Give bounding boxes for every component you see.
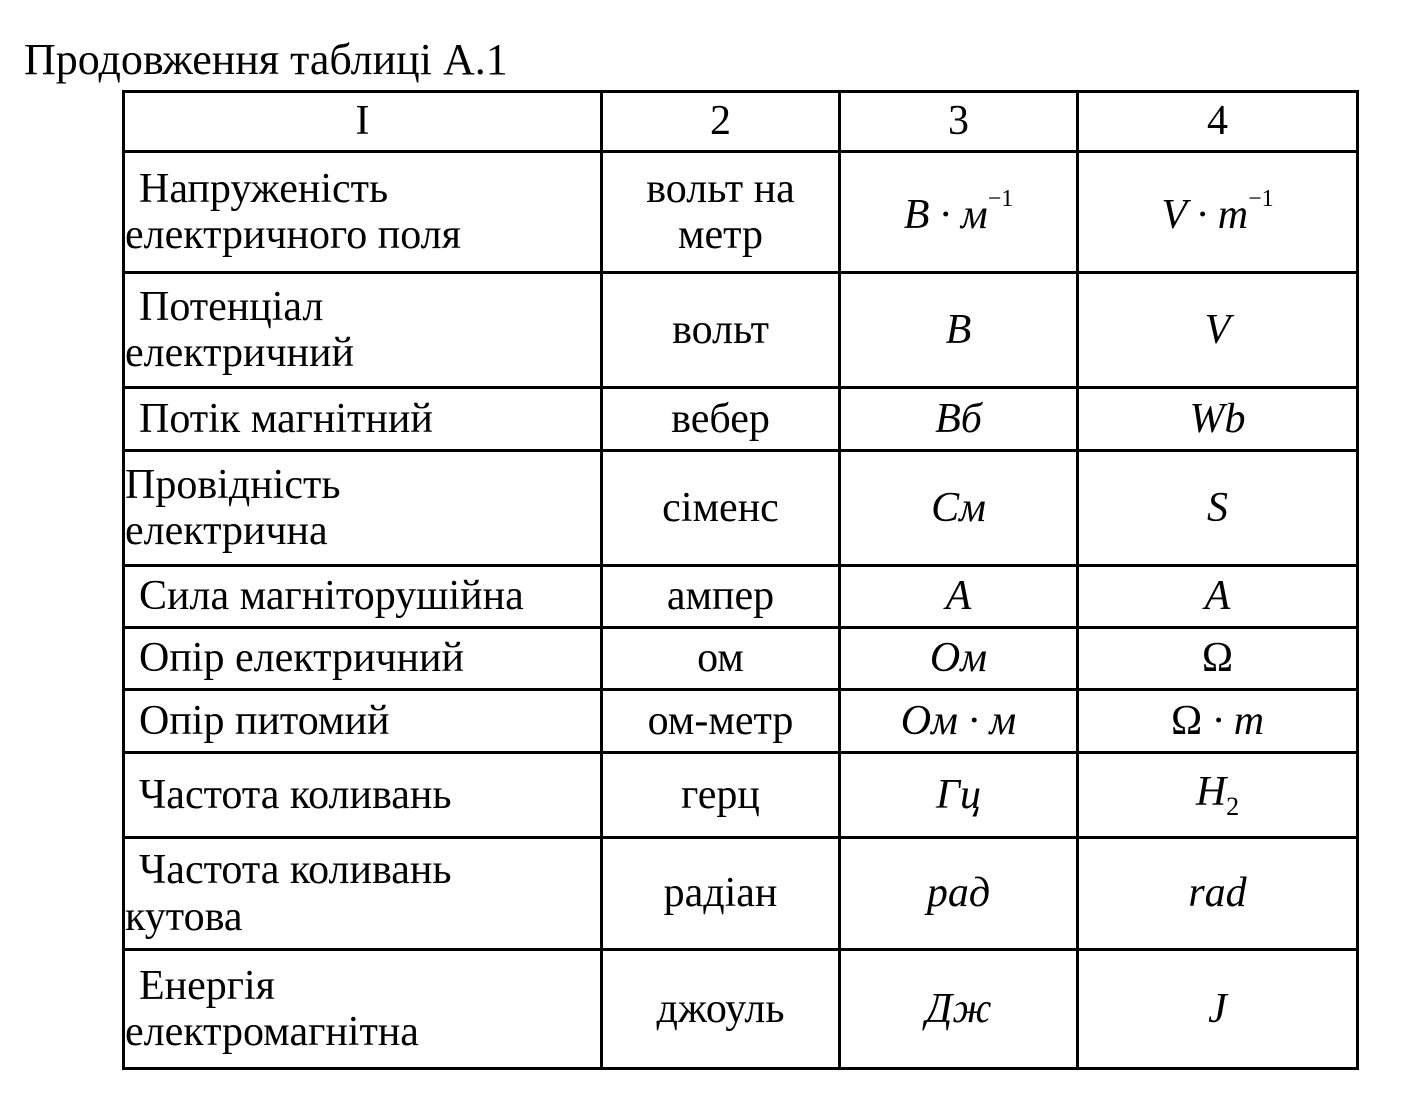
unit-name: герц — [602, 753, 840, 838]
quantity-name — [124, 838, 602, 950]
unit-name — [602, 152, 840, 273]
symbol-text: Ω — [1201, 635, 1234, 682]
symbol-international: V — [1078, 273, 1358, 388]
symbol-ukrainian: Ом — [840, 628, 1078, 690]
symbol-text: V · m — [1161, 191, 1249, 238]
table-row — [124, 838, 1358, 950]
symbol-text: · m — [1202, 697, 1265, 744]
quantity-name — [124, 690, 602, 753]
unit-name: сіменс — [602, 451, 840, 566]
table-row — [124, 388, 1358, 451]
symbol-international: A — [1078, 566, 1358, 628]
symbol-ukrainian: рад — [840, 838, 1078, 950]
symbol-international — [1078, 690, 1358, 753]
table-row — [124, 950, 1358, 1069]
unit-name-line: вольт на — [646, 165, 795, 212]
quantity-name — [124, 388, 602, 451]
table-row — [124, 451, 1358, 566]
table-row — [124, 753, 1358, 838]
quantity-name — [124, 273, 602, 388]
quantity-name — [124, 451, 602, 566]
symbol-international: rad — [1078, 838, 1358, 950]
symbol-ukrainian: Ом · м — [840, 690, 1078, 753]
symbol-ukrainian: Гц — [840, 753, 1078, 838]
units-table — [122, 90, 1359, 1070]
symbol-text: Ω — [1170, 697, 1203, 744]
symbol-international — [1078, 152, 1358, 273]
quantity-name-line: електричний — [125, 330, 354, 376]
quantity-name-line: Потенціал — [139, 283, 324, 330]
quantity-name-line: Напруженість — [139, 165, 389, 212]
quantity-name — [124, 566, 602, 628]
unit-name: ом — [602, 628, 840, 690]
unit-name: радіан — [602, 838, 840, 950]
quantity-name-line: Провідність — [125, 461, 341, 508]
quantity-name — [124, 753, 602, 838]
symbol-subscript: 2 — [1226, 791, 1240, 821]
symbol-ukrainian: В — [840, 273, 1078, 388]
symbol-text: В · м — [903, 191, 988, 238]
quantity-name-line: Опір питомий — [139, 697, 390, 744]
table-caption: Продовження таблиці А.1 — [24, 35, 508, 84]
symbol-ukrainian: Вб — [840, 388, 1078, 451]
table-row — [124, 273, 1358, 388]
symbol-ukrainian: А — [840, 566, 1078, 628]
quantity-name — [124, 152, 602, 273]
quantity-name-line: електричного поля — [125, 212, 461, 258]
symbol-text: H — [1195, 768, 1227, 815]
symbol-ukrainian — [840, 152, 1078, 273]
table-row — [124, 690, 1358, 753]
symbol-ukrainian: См — [840, 451, 1078, 566]
unit-name: вебер — [602, 388, 840, 451]
quantity-name-line: Енергія — [139, 962, 275, 1009]
symbol-exponent: −1 — [987, 185, 1014, 212]
quantity-name-line: Потік магнітний — [139, 395, 433, 442]
quantity-name-line: Частота коливань — [139, 771, 452, 818]
quantity-name — [124, 628, 602, 690]
unit-name: джоуль — [602, 950, 840, 1069]
quantity-name-line: Сила магніторушійна — [139, 573, 524, 620]
quantity-name-line: Опір електричний — [139, 635, 464, 682]
symbol-international — [1078, 628, 1358, 690]
quantity-name-line: електрична — [125, 508, 328, 554]
header-cell-4: 4 — [1078, 92, 1358, 152]
header-cell-2: 2 — [602, 92, 840, 152]
unit-name-line: метр — [677, 212, 764, 258]
table-row — [124, 152, 1358, 273]
symbol-international: S — [1078, 451, 1358, 566]
unit-name: ом-метр — [602, 690, 840, 753]
quantity-name — [124, 950, 602, 1069]
symbol-international — [1078, 753, 1358, 838]
quantity-name-line: кутова — [125, 893, 243, 940]
header-cell-3: 3 — [840, 92, 1078, 152]
unit-name: ампер — [602, 566, 840, 628]
symbol-ukrainian: Дж — [840, 950, 1078, 1069]
table-row — [124, 566, 1358, 628]
table-header-row — [124, 92, 1358, 152]
header-cell-1: І — [124, 92, 602, 152]
symbol-exponent: −1 — [1248, 185, 1274, 212]
quantity-name-line: Частота коливань — [139, 847, 452, 894]
quantity-name-line: електромагнітна — [125, 1009, 419, 1055]
symbol-international: Wb — [1078, 388, 1358, 451]
table-row — [124, 628, 1358, 690]
unit-name: вольт — [602, 273, 840, 388]
symbol-international: J — [1078, 950, 1358, 1069]
